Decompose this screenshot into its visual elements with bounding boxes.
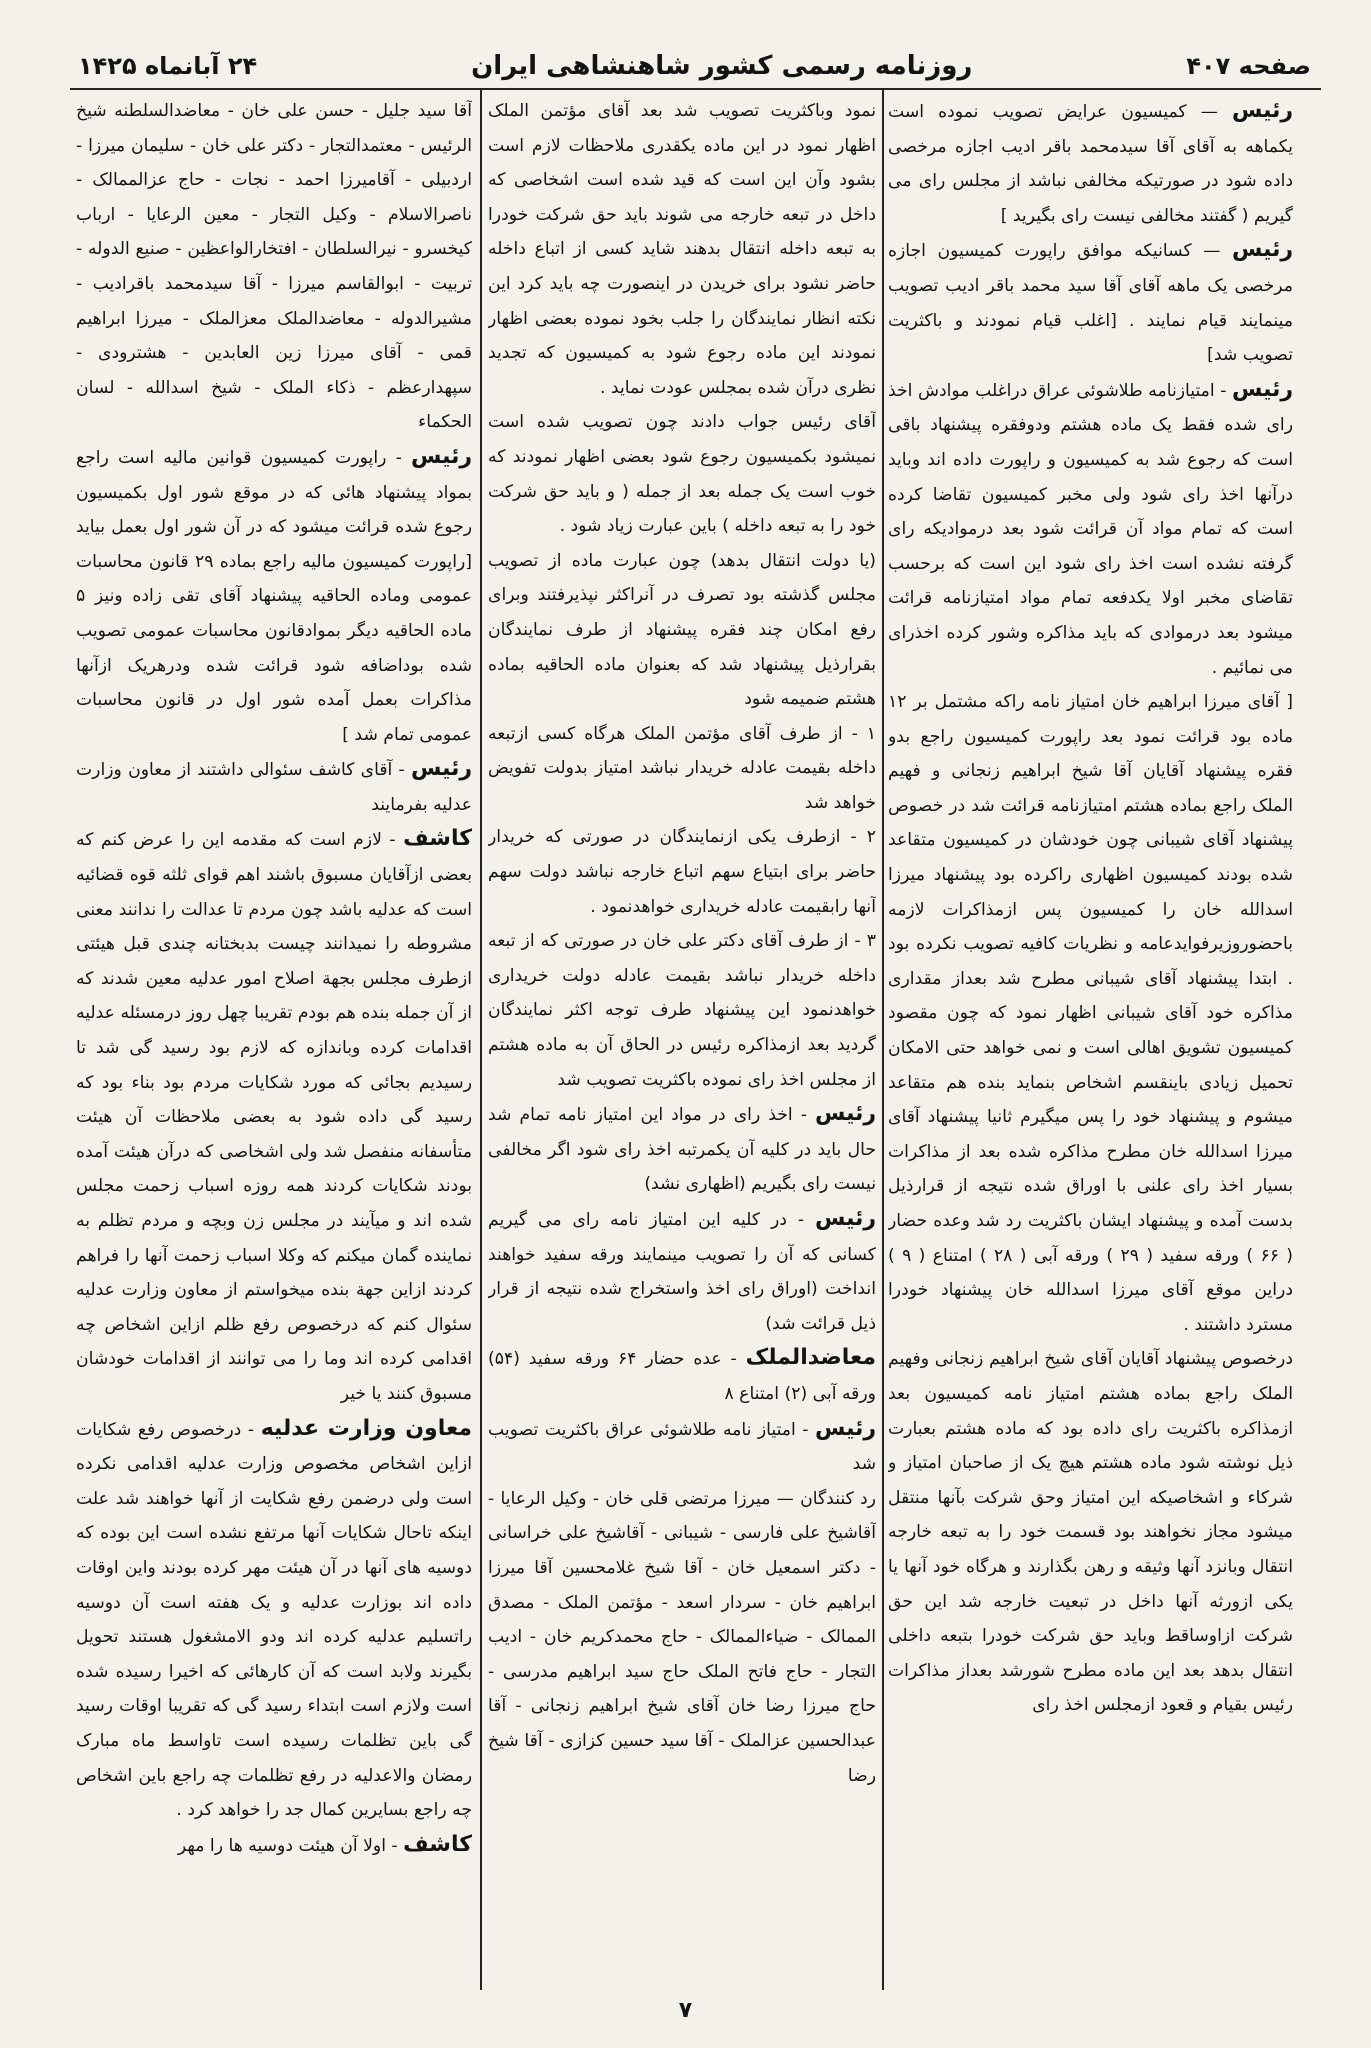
speaker-name: رئیس — [1231, 376, 1293, 402]
paragraph-text: - در کلیه این امتیاز نامه رای می گیریم کسانی که آن را تصویب مینمایند ورقه سفید خواهند انداخت (اوراق رای اخذ واستخراج شده نتیجه از قرار ذیل قرائت شد) — [488, 1210, 876, 1334]
speaker-name: رئیس — [410, 443, 472, 469]
paragraph — [488, 1482, 876, 1793]
column-middle — [488, 94, 876, 1994]
paragraph-text: - راپورت کمیسیون قوانین مالیه است راجع بمواد پیشنهاد هائی که در موقع شور اول بکمیسیون رجوع شده قرائت میشود که در آن شور اول بعمل بیاید [راپورت کمیسیون مالیه راجع بماده ۲۹ قانون محاسبات عمومی وماده الحاقیه پیشنهاد آقای تقی زاده ونیز ۵ ماده الحاقیه دیگر بموادقانون محاسبات عمومی تصویب شده بوداضافه شود قرائت شده ودرهریک ازآنها مذاکرات بعمل آمده شور اول در قانون محاسبات عمومی تمام شد ] — [76, 447, 472, 745]
column-divider-left — [480, 90, 482, 1990]
paragraph — [488, 405, 876, 543]
page-header — [78, 46, 1311, 86]
paragraph — [488, 94, 876, 405]
paragraph-text: رد کنندگان — میرزا مرتضی قلی خان - وکیل الرعایا - آقاشیخ علی فارسی - شیبانی - آقاشیخ علی خراسانی - دکتر اسمعیل خان - آقا شیخ غلامحسین آقا میرزا ابراهیم خان - سردار اسعد - مؤتمن الملک - مصدق الممالک - ضیاءالممالک - حاج محمدکریم خان - ادیب التجار - حاج فاتح الملک حاج سید ابراهیم مدرسی - حاج میرزا رضا خان آقای شیخ ابراهیم زنجانی - آقا عبدالحسین عزالملک - آقا سید حسین کزازی - آقا شیخ رضا — [488, 1488, 876, 1786]
paragraph — [488, 1412, 876, 1482]
paragraph — [488, 544, 876, 717]
paragraph-text: نمود وباکثریت تصویب شد بعد آقای مؤتمن الملک اظهار نمود در این ماده یکقدری ملاحظات لازم است بشود وآن این است که قید شده است اشخاصی که داخل در تبعه خارجه می شوند باید حق شرکت خودرا به تبعه داخله انتقال بدهند شاید کسی از اتباع داخله حاضر نشود برای خریدن در اینصورت چه باید کرد این نکته انظار نمایندگان را جلب بخود نموده بعضی اظهار نمودند این ماده رجوع شود به کمیسیون که تجدید نظری درآن شده بمجلس عودت نماید . — [488, 101, 876, 398]
paragraph — [488, 717, 876, 821]
paragraph — [488, 820, 876, 924]
paragraph-text: — کسانیکه موافق راپورت کمیسیون اجازه مرخصی یک ماهه آقای آقا سید محمد باقر ادیب تصویب مینمایند قیام نمایند . [اغلب قیام نمودند و باکثریت تصویب شد] — [888, 241, 1293, 366]
paragraph — [888, 1342, 1293, 1723]
paragraph — [76, 440, 472, 752]
newspaper-title: روزنامه رسمی کشور شاهنشاهی ایران — [471, 51, 973, 81]
paragraph-text: آقای رئیس جواب دادند چون تصویب شده است نمیشود بکمیسیون رجوع شود بعضی اظهار نمودند که خوب است یک جمله بعد از جمله ( و باید حق شرکت خود را به تبعه داخله ) باین عبارت زیاد شود . — [488, 412, 876, 537]
paragraph-text: ۳ - از طرف آقای دکتر علی خان در صورتی که از تبعه داخله خریدار نباشد بقیمت عادله دولت خریداری خواهدنمود این پیشنهاد طرف توجه اکثر نمایندگان گردید بعد ازمذاکره رئیس در الحاق آن به ماده هشتم از مجلس اخذ رای نموده باکثریت تصویب شد — [488, 931, 876, 1090]
paragraph — [76, 1412, 472, 1828]
paragraph-text: - اولا آن هیئت دوسیه ها را مهر — [177, 1835, 404, 1856]
paragraph-text: [ آقای میرزا ابراهیم خان امتیاز نامه راکه مشتمل بر ۱۲ ماده بود قرائت نمود بعد راپورت کمیسیون راجع بدو فقره پیشنهاد آقایان آقا شیخ ابراهیم زنجانی و فهیم الملک راجع بماده هشتم امتیازنامه قرائت شد در خصوص پیشنهاد آقای شیبانی چون خودشان در کمیسیون متقاعد شده بودند کمیسیون اظهاری راکرده بود پیشنهاد میرزا اسدالله خان را کمیسیون پس ازمذاکرات لازمه باحضوروزیرفوایدعامه و نظریات کافیه تصویب نکرده بود . ابتدا پیشنهاد آقای شیبانی مطرح شد بعداز مقداری مذاکره خود آقای شیبانی اظهار نمود که چون مقصود کمیسیون تشویق اهالی است و نمی خواهد حتی الامکان تحمیل زیادی باینقسم اشخاص بنماید بنده هم متقاعد میشوم و پیشنهاد خود را پس میگیرم ثانیا پیشنهاد آقای میرزا اسدالله خان مطرح مذاکره شده بعد از مذاکرات بسیار اخذ رای علنی با اوراق شده نتیجه از قرارذیل بدست آمده و پیشنهاد ایشان باکثریت رد شد وعده حضار ( ۶۶ ) ورقه سفید ( ۲۹ ) ورقه آبی ( ۲۸ ) امتناع ( ۹ ) دراین موقع آقای میرزا اسدالله خان پیشنهاد خودرا مسترد داشتند . — [888, 692, 1293, 1335]
paragraph-text: - امتیازنامه طلاشوئی عراق دراغلب موادش اخذ رای شده فقط یک ماده هشتم ودوفقره پیشنهاد باقی است که رجوع شد به کمیسیون و راپورت داده اند وباید درآنها اخذ رای شود ولی مخبر کمیسیون تقاضا کرده است که تمام مواد آن قرائت شود بعد درموادیکه رای گرفته نشده است اخذ رای شود این است که برحسب تقاضای مخبر اولا یکدفعه تمام مواد امتیازنامه قرائت میشود بعد درموادی که باید مذاکره وشور کرده اخذرای می نمائیم . — [888, 380, 1293, 678]
paragraph-text: - امتیاز نامه طلاشوئی عراق باکثریت تصویب شد — [488, 1419, 876, 1475]
speaker-name: کاشف — [403, 1831, 472, 1857]
paragraph-text: - آقای کاشف سئوالی داشتند از معاون وزارت عدلیه بفرمایند — [76, 760, 472, 815]
header-rule — [70, 88, 1321, 90]
paragraph-text: آقا سید جلیل - حسن علی خان - معاضدالسلطنه شیخ الرئیس - معتمدالتجار - دکتر علی خان - سلیمان میرزا - اردبیلی - آقامیرزا احمد - نجات - حاج عزالممالک - ناصرالاسلام - وکیل التجار - معین الرعایا - ارباب کیخسرو - نیرالسلطان - افتخارالواعظین - صنیع الدوله - تربیت - ابوالقاسم میرزا - آقا سیدمحمد باقرادیب - مشیرالدوله - معاضدالملک معزالملک - میرزا ابراهیم قمی - آقای میرزا زین العابدین - هشترودی - سپهدارعظم - ذکاء الملک - شیخ اسدالله - لسان الحکماء — [76, 101, 472, 433]
paragraph — [76, 752, 472, 822]
paragraph-text: - عده حضار ۶۴ ورقه سفید (۵۴) ورقه آبی (۲) امتناع ۸ — [488, 1349, 876, 1404]
paragraph-text: — کمیسیون عرایض تصویب نموده است یکماهه به آقای آقا سیدمحمد باقر ادیب اجازه مرخصی داده شود در صورتیکه مخالفی نباشد از مجلس رای می گیریم ( گفتند مخالفی نیست رای بگیرید ] — [888, 102, 1293, 226]
paragraph — [488, 1202, 876, 1341]
paragraph — [76, 94, 472, 440]
column-left — [76, 94, 472, 1994]
page-footer-number: ۷ — [678, 1998, 693, 2023]
paragraph — [888, 233, 1293, 372]
page-label: صفحه ۴۰۷ — [1186, 52, 1311, 80]
speaker-name: رئیس — [1231, 98, 1293, 123]
paragraph — [488, 1097, 876, 1202]
paragraph-text: (یا دولت انتقال بدهد) چون عبارت ماده از تصویب مجلس گذشته بود تصرف در آنراکثر نپذیرفتند وبرای رفع امکان چند فقره پیشنهاد از طرف نمایندگان بقرارذیل پیشنهاد شد که بعنوان ماده الحاقیه بماده هشتم ضمیمه شود — [488, 550, 876, 710]
paragraph — [888, 94, 1293, 233]
paragraph — [888, 373, 1293, 685]
speaker-name: معاون وزارت عدلیه — [260, 1415, 472, 1441]
speaker-name: رئیس — [814, 1206, 876, 1231]
column-right — [888, 94, 1293, 1994]
column-divider-right — [882, 90, 884, 1990]
speaker-name: رئیس — [410, 756, 472, 782]
paragraph-text: - درخصوص رفع شکایات ازاین اشخاص مخصوص وزارت عدلیه اقدامی نکرده است ولی درضمن رفع شکایت از آنها خواهند شد علت اینکه تاحال شکایات آنها مرتفع نشده است این بوده که دوسیه های آنها در آن هیئت مهر کرده بودند واین اوقات داده اند بوزارت عدلیه و یک هفته است آن دوسیه راتسلیم عدلیه کرده اند ودو الامشغول هستند تحویل بگیرند ولابد است که آن کارهائی که اخیرا رسیده شده است ولازم است ابتداء رسید گی که تقریبا اوقات رسید گی باین تظلمات رسیده است تاواسط ماه مبارک رمضان والاعدلیه در رفع تظلمات چه راجع باین اشخاص چه راجع بسایرین کمال جد را خواهد کرد . — [76, 1419, 472, 1821]
paragraph — [76, 1828, 472, 1864]
speaker-name: کاشف — [403, 826, 472, 852]
issue-date: ۲۴ آبانماه ۱۴۲۵ — [78, 52, 258, 80]
paragraph-text: ۱ - از طرف آقای مؤتمن الملک هرگاه کسی ازتبعه داخله بقیمت عادله خریدار نباشد امتیاز بدولت تفویض خواهد شد — [488, 723, 876, 813]
paragraph-text: درخصوص پیشنهاد آقایان آقای شیخ ابراهیم زنجانی وفهیم الملک راجع بماده هشتم امتیاز نامه کمیسیون بعد ازمذاکره باکثریت رای داده بود که ماده هشتم بعبارت ذیل نوشته شود ماده هشتم هیچ یک از صاحبان امتیاز و شرکاء و اشخاصیکه این امتیاز وحق شرکت بآنها منتقل میشود مجاز نخواهند بود قسمت خود را به تبعه خارجه انتقال وبانزد آنها وثیقه و رهن بگذارند و هرگاه خود آنها یا یکی ازورثه آنها داخل در تبعیت خارجه شد این حق شرکت ازاوساقط وباید حق شرکت خودرا بتبعه داخلی انتقال بدهد بعد این ماده مطرح شورشد بعداز مذاکرات رئیس بقیام و قعود ازمجلس اخذ رای — [888, 1349, 1293, 1716]
speaker-name: رئیس — [814, 1101, 876, 1127]
paragraph-text: ۲ - ازطرف یکی ازنمایندگان در صورتی که خریدار حاضر برای ابتیاع سهم اتباع خارجه نباشد دولت سهم آنها رابقیمت عادله خریداری خواهدنمود . — [488, 827, 876, 917]
paragraph — [488, 924, 876, 1097]
speaker-name: رئیس — [814, 1415, 876, 1441]
speaker-name: رئیس — [1231, 237, 1293, 263]
paragraph — [488, 1341, 876, 1411]
paragraph — [888, 685, 1293, 1342]
paragraph-text: - لازم است که مقدمه این را عرض کنم که بعضی ازآقایان مسبوق باشند اهم قوای ثلثه قوه قضائیه است که عدلیه باشد چون مردم تا عدالت را ندانند معنی مشروطه را نمیدانند چیست بدبختانه چندی قبل هیئتی ازطرف مجلس بجهة اصلاح امور عدلیه معین شدند که از آن جمله بنده هم بودم تقریبا چهل روز درمسئله عدلیه اقدامات کرده وباندازه که لازم بود رسید گی شد تا رسیدیم بجائی که مورد شکایات مردم بود بناء بود که رسید گی داده شود به بعضی ملاحظات آن هیئت متأسفانه منفصل شد ولی اشخاصی که درآن هیئت آمده بودند شکایات کردند همه روزه اسباب زحمت مجلس شده اند و میآیند در مجلس زن وبچه و مردم تظلم به نماینده گمان میکنم که وکلا اسباب زحمت آنها را فراهم کردند ازاین جهة بنده میخواستم از معاون وزارت عدلیه سئوال کنم که درخصوص رفع ظلم ازاین اشخاص چه اقدامی کرده اند وما را می توانند از اقدامات خودشان مسبوق کنند یا خیر — [76, 830, 472, 1404]
paragraph — [76, 822, 472, 1411]
paragraph-text: - اخذ رای در مواد این امتیاز نامه تمام شد حال باید در کلیه آن یکمرتبه اخذ رای شود اگر مخالفی نیست رای بگیریم (اظهاری نشد) — [488, 1105, 876, 1195]
speaker-name: معاضدالملک — [745, 1345, 876, 1371]
